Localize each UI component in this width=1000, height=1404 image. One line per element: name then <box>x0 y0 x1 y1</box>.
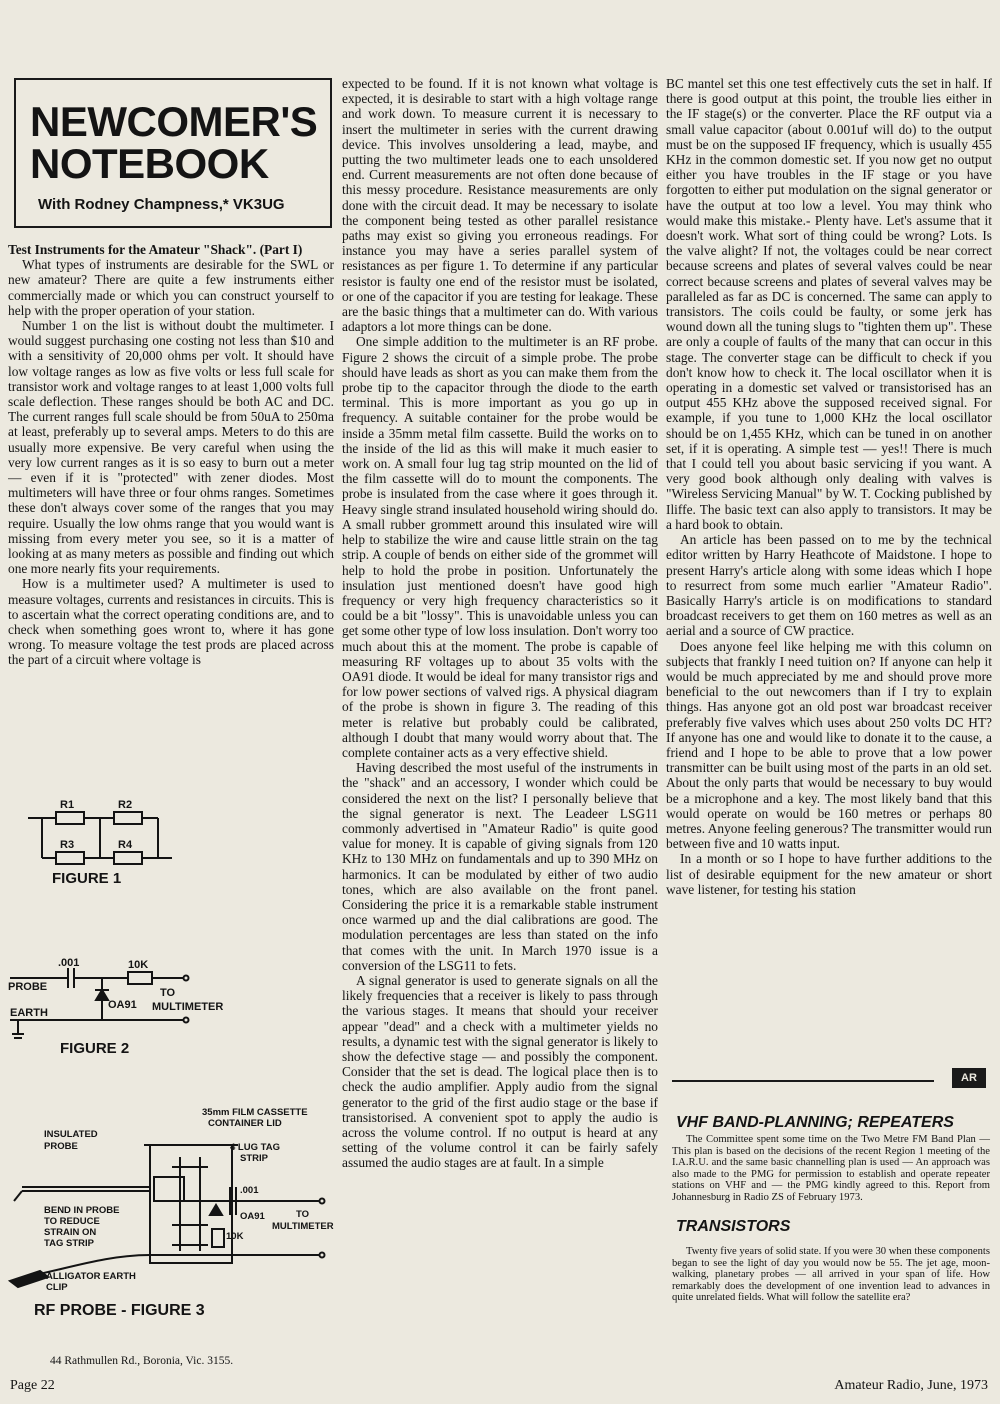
article-paragraph: How is a multimeter used? A multimeter is used to measure voltages, currents and resistances in circuits. This is to ascertain what the correct operating conditions are, and to check when something goes wront to, where it has gone wrong. To measure voltage the test prods are placed across the part of a circuit where voltage is <box>8 576 334 668</box>
fig2-to-label: TO <box>160 987 176 999</box>
transistors-heading: TRANSISTORS <box>676 1218 791 1235</box>
transistors-paragraph: Twenty five years of solid state. If you were 30 when these components began to see the light of day you would now be 55. The jet age, moon-walking, planetary probes — all arrived in your span of life. How remarkably does the development of one invention lead to advances in quite unrelated fields. What will follow the satellite era? <box>672 1246 990 1304</box>
fig3-lug-label-2: STRIP <box>240 1153 268 1164</box>
vhf-heading: VHF BAND-PLANNING; REPEATERS <box>676 1114 954 1131</box>
article-paragraph: BC mantel set this one test effectively cuts the set in half. If there is good output at this point, the trouble lies either in the IF stage(s) or the converter. Place the RF output via a small value capacitor (about 0.001uf will do) to the output must be on the supposed IF frequency, which is usually 455 KHz in the common domestic set. If you now get no output either you have troubles in the IF stage or you have forgotten to either put modulation on the signal generator or have the output at too low a level. You may think who would make this mistake.- Plenty have. Let's assume that it doesn't work. What sort of thing could be wrong? Lots. Is the valve alight? If not, the voltages could be near correct because screens and plates of several valves could be near correct because screens and plates of several valves may be paralleled as far as DC is concerned. The same can apply to transistors. The coils could be faulty, or some jerk has wound down all the tuning slugs to "tighten them up". These are only a couple of faults of the many that can occur in this stage. The converter stage can be difficult to check if you don't know how to check it. The local oscillator when it is operating in a domestic set valved or transistorised has an output 455 KHz above the supposed received signal. For example, if you tune to 1,000 KHz the local oscillator should be on 1,455 KHz, which can be tuned in on another set, if it is operating. A simple test — yes!! There is much that I could tell you about basic servicing if you want. A very good book although only dealing with valves is "Wireless Servicing Manual" by W. T. Cocking published by Iliffe. The basic text can also apply to transistors. It may be a hard book to obtain. <box>666 76 992 532</box>
fig3-cassette-label-1: 35mm FILM CASSETTE <box>202 1107 308 1118</box>
fig3-bend-label-1: BEND IN PROBE <box>44 1205 120 1216</box>
fig3-bend-label-2: TO REDUCE <box>44 1216 100 1227</box>
author-address: 44 Rathmullen Rd., Boronia, Vic. 3155. <box>50 1355 234 1367</box>
amateur-radio-logo: AR <box>952 1068 986 1088</box>
article-paragraph: Number 1 on the list is without doubt the multimeter. I would suggest purchasing one costing not less than $10 and with a sensitivity of 20,000 ohms per volt. It should have low voltage ranges as low as five volts or less full scale for transistor work and voltage ranges to at least 1,000 volts full scale deflection. These ranges should be both AC and DC. The current ranges full scale should be from 50uA to 250ma at least, preferably up to several amps. Meters to do this are usually more expensive. Be very careful when using the very low current ranges as it is so easy to burn out a meter — even if it is "protected" with zener diodes. Most multimeters will have three or four ohms ranges. Sometimes these don't always cover some of the ranges that you may require. Usually the low ohms range that you would want is missing from every meter you see, so it is a matter of looking at as many meters as possible and finding out which one more nearly fits your requirements. <box>8 318 334 577</box>
headline-line1: NEWCOMER'S <box>30 98 318 145</box>
fig3-to-label: TO <box>296 1209 310 1220</box>
fig2-meter-label: MULTIMETER <box>152 1001 224 1013</box>
fig3-lug-label-1: 4 LUG TAG <box>230 1142 280 1153</box>
fig1-r3-label: R3 <box>60 839 75 851</box>
figure-1-schematic <box>20 790 180 880</box>
fig3-clip-label-2: CLIP <box>46 1282 68 1293</box>
article-column-1 <box>8 242 334 774</box>
vhf-body <box>672 1134 990 1204</box>
figure-2-caption: FIGURE 2 <box>60 1040 130 1057</box>
article-column-2 <box>342 76 658 1376</box>
fig2-res-label: 10K <box>128 959 149 971</box>
article-subheading: Test Instruments for the Amateur "Shack". (Part I) <box>8 242 303 257</box>
fig2-diode-label: OA91 <box>108 999 137 1011</box>
fig3-meter-label: MULTIMETER <box>272 1221 334 1232</box>
article-paragraph: What types of instruments are desirable for the SWL or new amateur? There are quite a few instruments either commercially made or which you can construct yourself to help with the proper operation of your station. <box>8 257 334 318</box>
fig3-cassette-label-2: CONTAINER LID <box>208 1118 282 1129</box>
fig3-insulated-label-2: PROBE <box>44 1141 78 1152</box>
fig1-r2-label: R2 <box>118 799 133 811</box>
fig3-insulated-label-1: INSULATED <box>44 1129 98 1140</box>
figure-1-caption: FIGURE 1 <box>52 870 122 887</box>
transistors-body <box>672 1246 990 1304</box>
headline-line2: NOTEBOOK <box>30 140 269 187</box>
article-paragraph: expected to be found. If it is not known what voltage is expected, it is desirable to start with a high voltage range and work down. To measure current it is necessary to insert the multimeter in series with the current drawing device. This involves unsoldering a lead, maybe, and putting the two multimeter leads one to each unsoldered end. Current measurements are not often done because of this messy procedure. Resistance measurements are only done with the circuit dead. It may be necessary to isolate the component being tested as other parallel resistance paths may exist so giving you erroneous readings. For instance you may have a series parallel system of resistances as per figure 1. To determine if any particular resistor is faulty one end of the resistor must be isolated, or one of the capacitor if you are testing for leakage. These are the basic things that a multimeter can do. With various adaptors a lot more things can be done. <box>342 76 658 335</box>
article-paragraph: In a month or so I hope to have further additions to the list of desirable equipment for the new amateur or short wave listener, for testing his station <box>666 851 992 897</box>
fig1-r4-label: R4 <box>118 839 133 851</box>
page-number: Page 22 <box>10 1378 55 1393</box>
vhf-paragraph: The Committee spent some time on the Two Metre FM Band Plan — This plan is based on the decisions of the recent Region 1 meeting of the I.A.R.U. and the same basic channelling plan is used — An approach was also made to the PMG for permission to establish and operate repeater stations on VHF and — the PMG kindly agreed to this. Report from Johannesburg in Radio ZS of February 1973. <box>672 1134 990 1203</box>
fig3-bend-label-4: TAG STRIP <box>44 1238 94 1249</box>
figure-3-diagram <box>4 1105 336 1295</box>
figure-2-schematic <box>4 950 264 1045</box>
fig1-r1-label: R1 <box>60 799 75 811</box>
article-paragraph: A signal generator is used to generate signals on all the likely frequencies that a receiver is likely to pass through the various stages. It means that should your receiver appear "dead" and a check with a multimeter yields no results, a dynamic test with the signal generator is likely to show the defective stage — and possibly the component. Consider that the set is dead. The logical place then is to check the audio amplifier. Apply audio from the signal generator to the grid of the first audio stage or the base if transistorised. A convenient spot to apply the audio is across the volume control. If no output is heard at any setting of the volume control it can be fairly safely assumed the audio stages are at fault. In a simple <box>342 972 658 1171</box>
fig2-probe-label: PROBE <box>8 981 48 993</box>
fig3-bend-label-3: STRAIN ON <box>44 1227 97 1238</box>
article-paragraph: One simple addition to the multimeter is an RF probe. Figure 2 shows the circuit of a simple probe. The probe should have leads as short as you can make them from the probe tip to the capacitor through the diode to the earth terminal. This is more important as you go up in frequency. A suitable container for the probe would be inside a 35mm metal film cassette. Build the works on to the inside of the lid as this will make it much easier to work on. A small four lug tag strip mounted on the lid of the film cassette will do to mount the components. The probe is insulated from the case where it goes through it. Heavy single strand insulated household wiring should do. A small rubber grommett around this insulated wire will help to stabilize the wire and cause little strain on the tag strip. A couple of bends on either side of the grommet will help to hold the probe in position. Unfortunately the insulation just mentioned doesn't have good high frequency or very high frequency characteristics so it could be a bit "lossy". This is unavoidable unless you can get some other type of low loss insulation. Don't worry too much about this at the moment. The probe is capable of measuring RF voltages up to about 35 volts with the OA91 diode. It would be ideal for many transistor rigs and for low power sections of valved rigs. A physical diagram of the probe is shown in figure 3. The reading of this meter is relative but probably could be calibrated, although I doubt that many would worry about that. The complete container acts as a very effective shield. <box>342 334 658 760</box>
publication-info: Amateur Radio, June, 1973 <box>834 1378 988 1393</box>
headline-box <box>14 78 332 228</box>
fig3-cap-label: .001 <box>240 1185 259 1196</box>
figure-3-caption: RF PROBE - FIGURE 3 <box>34 1302 205 1319</box>
article-end-rule <box>672 1080 934 1082</box>
fig3-clip-label-1: ALLIGATOR EARTH <box>46 1271 136 1282</box>
article-paragraph: An article has been passed on to me by the technical editor written by Harry Heathcote of Maidstone. I hope to present Harry's article along with some ideas which I hope to resurrect from some much earlier "Amateur Radio". Basically Harry's article is on modifications to standard broadcast receivers to get them on 160 metres as well as an aerial and a source of CW practice. <box>666 532 992 639</box>
fig3-res-label: 10K <box>226 1231 244 1242</box>
article-paragraph: Does anyone feel like helping me with this column on subjects that frankly I need tuition on? If anyone can help it would be much appreciated by me and should prove more beneficial to the out newcomers than if I try to explain things. Has anyone got an old post war broadcast receiver preferably five valves which uses about 250 volts DC HT? If anyone has one and would like to donate it to the cause, a friend and I hope to be able to prove that a low power transmitter can be built using most of the parts in an old set. About the only parts that would be necessary to buy would be a microphone and a key. The most likely band that this would operate on would be 160 metres or perhaps 80 metres. Anyone feeling generous? The transmitter would run between five and 10 watts input. <box>666 638 992 852</box>
article-column-3 <box>666 76 992 1080</box>
byline: With Rodney Champness,* VK3UG <box>38 196 285 213</box>
fig2-cap-label: .001 <box>58 957 80 969</box>
article-paragraph: Having described the most useful of the instruments in the "shack" and an accessory, I wonder which could be considered the next on the list? I personally believe that the signal generator is next. The Leadeer LSG11 commonly advertised in "Amateur Radio" is quite good value for money. It is capable of giving signals from 120 KHz to 130 MHz on fundamentals and up to 390 MHz on harmonics. It can be modulated by either of two audio tones, which are also available on the front panel. Considering the price it is a remarkable stable instrument once warmed up and the dial calibrations are good. The modulation percentages are less than stated on the info that comes with the unit. In March 1970 issue is a conversion of the LSG11 to fets. <box>342 760 658 973</box>
fig3-diode-label: OA91 <box>240 1211 265 1222</box>
fig2-earth-label: EARTH <box>10 1007 48 1019</box>
